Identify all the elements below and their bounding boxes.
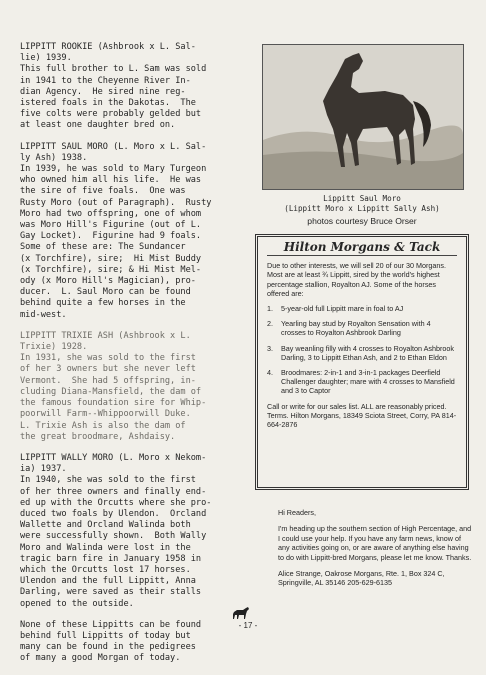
ad-item-text: 5-year-old full Lippitt mare in foal to AJ — [281, 304, 404, 314]
ad-contact: Call or write for our sales list. ALL are reasonably priced. Terms. Hilton Morgans, 18349 Sciota Street, Corry, PA 814-664-2876 — [267, 401, 457, 430]
ad-item-text: Broodmares: 2-in-1 and 3-in-1 packages Deerfield Challenger daughter; mare with 4 crosses to Mansfield and 3 to Captor — [281, 368, 455, 396]
ad-list-item — [267, 344, 457, 362]
ad-item-number: 3. — [267, 343, 273, 353]
horse-silhouette-icon — [231, 606, 251, 620]
ad-item-number: 4. — [267, 368, 273, 378]
horse-photo-image — [263, 45, 463, 189]
ad-horse-list — [267, 304, 457, 396]
photo-caption — [262, 194, 462, 214]
closing-paragraph: None of these Lippitts can be found behind full Lippitts of today but many can be found in the pedigrees of many a good Morgan of today. — [20, 619, 202, 664]
caption-horse-name: Lippitt Saul Moro — [323, 194, 401, 203]
article-lippitt-trixie-ash: LIPPITT TRIXIE ASH (Ashbrook x L. Trixie) 1928. In 1931, she was sold to the first of her 3 owners but she never left Vermont. She had 5 offspring, in- cluding Diana-Mansfield, the dam of the famous foundation sire for Whip- poorwill Farm--Whippoorwill Duke. L. Trixie Ash is also the dam of the great broodmare, Ashdaisy. — [20, 330, 207, 442]
left-column — [20, 42, 263, 675]
horse-photo — [262, 44, 464, 190]
reader-letter — [278, 508, 474, 595]
hilton-morgans-ad — [255, 234, 469, 490]
ad-list-item — [267, 319, 457, 337]
article-lippitt-saul-moro: LIPPITT SAUL MORO (L. Moro x L. Sal- ly Ash) 1938. In 1939, he was sold to Mary Turgeon who owned him all his life. He was the sire of five foals. One was Rusty Moro (out of Paragraph). Rusty Moro had two offspring, one of whom was Moro Hill's Figurine (out of L. Gay Locket). Figurine had 9 foals. Some of these are: The Sundancer (x Torchfire), sire; Hi Mist Buddy (x Torchfire), sire; & Hi Mist Mel- ody (x Moro Hill's Magician), pro- ducer. L. Saul Moro can be found behind quite a few horses in the mid-west. — [20, 141, 212, 320]
ad-list-item — [267, 304, 457, 313]
ad-intro: Due to other interests, we will sell 20 of our 30 Morgans. Most are at least ¾ Lippitt, sired by the world's highest percentage stallion, Royalton AJ. Some of the horses offered are: — [267, 261, 446, 298]
caption-pedigree: (Lippitt Moro x Lippitt Sally Ash) — [284, 204, 440, 213]
ad-list-item — [267, 368, 457, 396]
ad-item-number: 1. — [267, 304, 273, 314]
article-lippitt-rookie: LIPPITT ROOKIE (Ashbrook x L. Sal- lie) 1939. This full brother to L. Sam was sold in 1941 to the Cheyenne River In- dian Agency. He sired nine reg- istered foals in the Dakotas. The five colts were probably gelded but at least one daughter bred on. — [20, 42, 207, 131]
ad-item-number: 2. — [267, 319, 273, 329]
letter-body: I'm heading up the southern section of High Percentage, and I could use your help. If you have any farm news, know of any activities going on, or are aware of anything else having to do with Lippitt-bred Morgans, please let me know. Thanks. — [278, 524, 472, 562]
ad-title: Hilton Morgans & Tack — [267, 243, 457, 256]
ad-item-text: Bay weanling filly with 4 crosses to Royalton Ashbrook Darling, 3 to Lippitt Ethan Ash, and 2 to Ethan Eldon — [281, 343, 454, 362]
letter-greeting: Hi Readers, — [278, 508, 316, 517]
letter-signature: Alice Strange, Oakrose Morgans, Rte. 1, Box 324 C, Springville, AL 35146 205-629-6135 — [278, 569, 445, 588]
ad-item-text: Yearling bay stud by Royalton Sensation with 4 crosses to Royalton Ashbrook Darling — [281, 319, 431, 338]
article-lippitt-wally-moro: LIPPITT WALLY MORO (L. Moro x Nekom- ia) 1937. In 1940, she was sold to the first of her three owners and finally end- ed up with the Orcutts where she pro- duced two foals by Ulendon. Orcland Wallette and Orcland Walinda both were successfully shown. Both Wally Moro and Walinda were lost in the tragic barn fire in January 1958 in which the Orcutts lost 17 horses. Ulendon and the full Lippitt, Anna Darling, were saved as their stalls opened to the outside. — [20, 452, 212, 609]
page-number: - 17 - — [238, 621, 258, 630]
photo-credit: photos courtesy Bruce Orser — [307, 216, 417, 226]
